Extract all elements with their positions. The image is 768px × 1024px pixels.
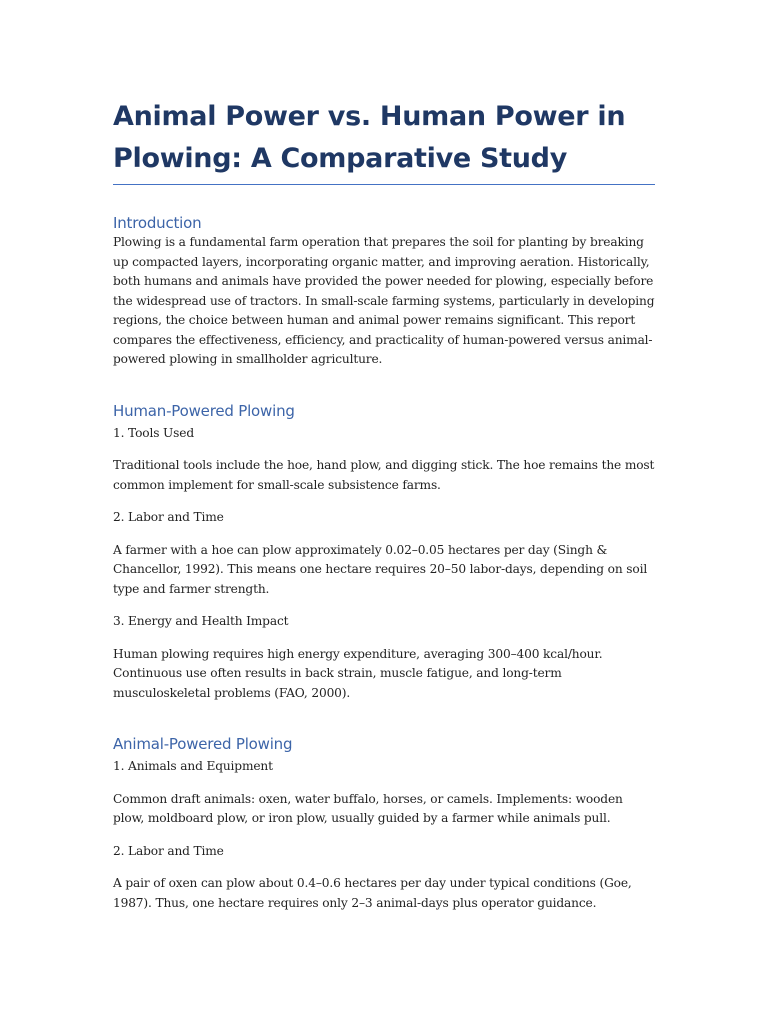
animal-paragraph-equipment: Common draft animals: oxen, water buffalo, horses, or camels. Implements: wooden plow, moldboard plow, or iron plow, usually guided by a farmer while animals pull. xyxy=(113,791,623,825)
human-subheading-labor: 2. Labor and Time xyxy=(113,510,224,524)
section-human-powered xyxy=(113,401,655,704)
animal-subheading-equipment: 1. Animals and Equipment xyxy=(113,759,273,773)
section-animal-powered xyxy=(113,734,655,913)
heading-introduction: Introduction xyxy=(113,214,202,232)
human-paragraph-tools: Traditional tools include the hoe, hand plow, and digging stick. The hoe remains the most common implement for small-scale subsistence farms. xyxy=(113,458,655,492)
heading-animal-powered: Animal-Powered Plowing xyxy=(113,735,293,753)
document-title: Animal Power vs. Human Power in Plowing: A Comparative Study xyxy=(113,96,655,185)
animal-paragraph-labor: A pair of oxen can plow about 0.4–0.6 hectares per day under typical conditions (Goe, 1987). Thus, one hectare requires only 2–3 animal-days plus operator guidance. xyxy=(113,876,632,910)
heading-human-powered: Human-Powered Plowing xyxy=(113,401,295,420)
human-subheading-energy: 3. Energy and Health Impact xyxy=(113,614,289,628)
intro-paragraph: Plowing is a fundamental farm operation that prepares the soil for planting by breaking up compacted layers, incorporating organic matter, and improving aeration. Historically, both humans and animals have provided the power needed for plowing, especially before the widespread use of tractors. In small-scale farming systems, particularly in developing regions, the choice between human and animal power remains significant. This report compares the effectiveness, efficiency, and practicality of human-powered versus animal-powered plowing in smallholder agriculture. xyxy=(113,235,655,366)
animal-subheading-labor: 2. Labor and Time xyxy=(113,843,224,858)
human-subheading-tools: 1. Tools Used xyxy=(113,425,194,440)
human-paragraph-labor: A farmer with a hoe can plow approximately 0.02–0.05 hectares per day (Singh & Chancellor, 1992). This means one hectare requires 20–50 labor-days, depending on soil type and farmer strength. xyxy=(113,542,648,596)
document-page xyxy=(113,96,655,913)
human-paragraph-energy: Human plowing requires high energy expenditure, averaging 300–400 kcal/hour. Continuous use often results in back strain, muscle fatigue, and long-term musculoskeletal problems (FAO, 2000). xyxy=(113,646,603,700)
section-introduction xyxy=(113,213,655,370)
